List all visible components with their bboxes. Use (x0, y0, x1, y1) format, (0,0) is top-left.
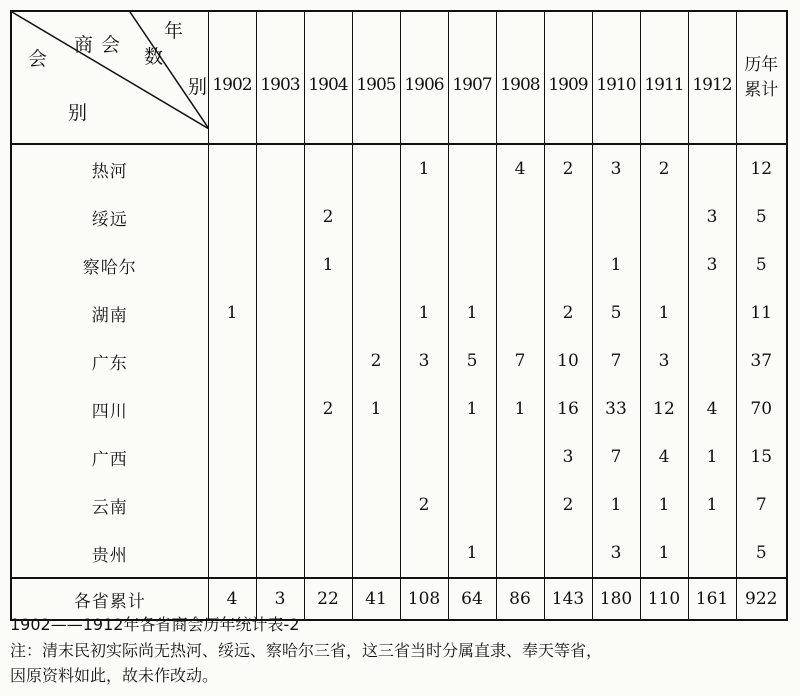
count-cell: 1 (592, 481, 640, 529)
count-cell (496, 481, 544, 529)
year-header: 1911 (640, 11, 688, 144)
row-total-cell: 5 (736, 241, 787, 289)
year-header: 1902 (208, 11, 256, 144)
province-name: 广东 (91, 353, 128, 374)
count-cell (688, 529, 736, 578)
count-cell (304, 337, 352, 385)
corner-bie-left-label: 别 (68, 102, 88, 124)
count-cell: 1 (688, 433, 736, 481)
year-header: 1908 (496, 11, 544, 144)
province-totals-cell: 22 (304, 578, 352, 620)
count-cell (256, 385, 304, 433)
count-cell: 3 (688, 241, 736, 289)
count-cell (208, 481, 256, 529)
count-cell (448, 241, 496, 289)
count-cell: 16 (544, 385, 592, 433)
count-cell (400, 193, 448, 241)
count-cell: 2 (544, 481, 592, 529)
table-body (11, 144, 787, 578)
count-cell: 3 (400, 337, 448, 385)
count-cell (352, 481, 400, 529)
province-name: 湖南 (91, 305, 128, 326)
province-name: 云南 (91, 497, 128, 518)
row-total-cell: 11 (736, 289, 787, 337)
count-cell (544, 241, 592, 289)
count-cell: 1 (208, 289, 256, 337)
count-cell: 4 (640, 433, 688, 481)
corner-bie-right-label: 别 (188, 76, 208, 98)
row-total-cell: 37 (736, 337, 787, 385)
province-totals-cell: 161 (688, 578, 736, 620)
count-cell (448, 144, 496, 193)
count-cell: 2 (544, 144, 592, 193)
province-row (11, 385, 787, 433)
count-cell: 3 (688, 193, 736, 241)
count-cell (496, 193, 544, 241)
count-cell: 5 (448, 337, 496, 385)
corner-chamber-label: 商会 (74, 34, 129, 56)
count-cell: 1 (448, 289, 496, 337)
province-row (11, 144, 787, 193)
year-header: 1910 (592, 11, 640, 144)
count-cell: 2 (304, 193, 352, 241)
count-cell: 33 (592, 385, 640, 433)
count-cell (304, 144, 352, 193)
province-name: 察哈尔 (82, 257, 137, 278)
count-cell (496, 289, 544, 337)
count-cell: 1 (640, 289, 688, 337)
count-cell (496, 529, 544, 578)
province-totals-cell: 143 (544, 578, 592, 620)
count-cell (448, 481, 496, 529)
row-total-cell: 5 (736, 529, 787, 578)
year-header: 1905 (352, 11, 400, 144)
count-cell: 7 (496, 337, 544, 385)
row-total-cell: 15 (736, 433, 787, 481)
province-totals-cell: 86 (496, 578, 544, 620)
count-cell: 2 (640, 144, 688, 193)
province-row (11, 529, 787, 578)
count-cell (496, 433, 544, 481)
count-cell (208, 433, 256, 481)
count-cell: 2 (544, 289, 592, 337)
count-cell: 1 (688, 481, 736, 529)
count-cell (688, 337, 736, 385)
count-cell: 3 (592, 529, 640, 578)
year-header: 1903 (256, 11, 304, 144)
count-cell (256, 193, 304, 241)
count-cell (256, 529, 304, 578)
count-cell (256, 289, 304, 337)
count-cell (496, 241, 544, 289)
count-cell (256, 241, 304, 289)
province-row (11, 289, 787, 337)
count-cell: 4 (496, 144, 544, 193)
count-cell (352, 529, 400, 578)
count-cell (640, 241, 688, 289)
province-row (11, 337, 787, 385)
count-cell: 1 (592, 241, 640, 289)
count-cell: 7 (592, 337, 640, 385)
count-cell: 1 (400, 289, 448, 337)
row-total-cell: 5 (736, 193, 787, 241)
count-cell (448, 433, 496, 481)
province-totals-cell: 110 (640, 578, 688, 620)
table-note-line-1: 注：清末民初实际尚无热河、绥远、察哈尔三省，这三省当时分属直隶、奉天等省， (10, 641, 603, 660)
count-cell: 1 (352, 385, 400, 433)
count-cell (208, 144, 256, 193)
province-row (11, 241, 787, 289)
count-cell (544, 193, 592, 241)
count-cell: 1 (448, 529, 496, 578)
count-cell (304, 529, 352, 578)
province-totals-cell: 3 (256, 578, 304, 620)
count-cell (688, 144, 736, 193)
count-cell: 1 (640, 481, 688, 529)
province-totals-cell: 4 (208, 578, 256, 620)
table-note-line-2: 因原资料如此，故未作改动。 (10, 666, 219, 685)
province-name: 热河 (91, 161, 128, 182)
year-header: 1912 (688, 11, 736, 144)
row-total-cell: 70 (736, 385, 787, 433)
row-total-cell: 7 (736, 481, 787, 529)
count-cell (352, 241, 400, 289)
count-cell: 4 (688, 385, 736, 433)
count-cell: 1 (448, 385, 496, 433)
count-cell: 7 (592, 433, 640, 481)
count-cell (352, 193, 400, 241)
province-totals-cell: 41 (352, 578, 400, 620)
count-cell (688, 289, 736, 337)
province-name: 广西 (91, 449, 128, 470)
count-cell (208, 385, 256, 433)
count-cell: 1 (400, 144, 448, 193)
table-caption: 1902——1912年各省商会历年统计表-2 (10, 615, 300, 634)
count-cell: 2 (304, 385, 352, 433)
cumulative-total-header (736, 11, 787, 144)
count-cell (592, 193, 640, 241)
count-cell (352, 144, 400, 193)
province-totals-label: 各省累计 (11, 578, 208, 620)
count-cell (256, 144, 304, 193)
stats-table (10, 10, 788, 621)
count-cell (640, 193, 688, 241)
corner-header (11, 11, 208, 144)
count-cell (208, 241, 256, 289)
count-cell: 2 (400, 481, 448, 529)
year-header: 1907 (448, 11, 496, 144)
count-cell (400, 433, 448, 481)
year-header: 1906 (400, 11, 448, 144)
row-total-cell: 12 (736, 144, 787, 193)
count-cell (544, 529, 592, 578)
count-cell (400, 529, 448, 578)
cumulative-total-header-label: 历年累计 (744, 54, 779, 100)
province-totals-cell: 64 (448, 578, 496, 620)
province-row (11, 193, 787, 241)
count-cell: 5 (592, 289, 640, 337)
count-cell: 3 (592, 144, 640, 193)
count-cell (304, 433, 352, 481)
count-cell: 10 (544, 337, 592, 385)
count-cell (208, 337, 256, 385)
corner-year-label: 年 (164, 20, 184, 42)
count-cell: 12 (640, 385, 688, 433)
count-cell: 1 (496, 385, 544, 433)
year-header: 1909 (544, 11, 592, 144)
count-cell: 2 (352, 337, 400, 385)
count-cell (208, 529, 256, 578)
count-cell (256, 433, 304, 481)
province-row (11, 481, 787, 529)
count-cell (352, 433, 400, 481)
count-cell (400, 241, 448, 289)
province-name: 绥远 (91, 209, 128, 230)
count-cell (304, 481, 352, 529)
count-cell (256, 337, 304, 385)
count-cell: 1 (640, 529, 688, 578)
count-cell (256, 481, 304, 529)
province-row (11, 433, 787, 481)
corner-count-label: 数 (144, 46, 164, 68)
count-cell: 3 (640, 337, 688, 385)
header-row (11, 11, 787, 144)
count-cell (352, 289, 400, 337)
count-cell (304, 289, 352, 337)
count-cell: 3 (544, 433, 592, 481)
province-totals-cell: 180 (592, 578, 640, 620)
grand-total-cell: 922 (736, 578, 787, 620)
count-cell (400, 385, 448, 433)
province-name: 贵州 (91, 545, 128, 566)
count-cell (448, 193, 496, 241)
year-header: 1904 (304, 11, 352, 144)
corner-hui-label: 会 (28, 48, 48, 70)
province-totals-cell: 108 (400, 578, 448, 620)
count-cell (208, 193, 256, 241)
count-cell: 1 (304, 241, 352, 289)
province-name: 四川 (91, 401, 128, 422)
